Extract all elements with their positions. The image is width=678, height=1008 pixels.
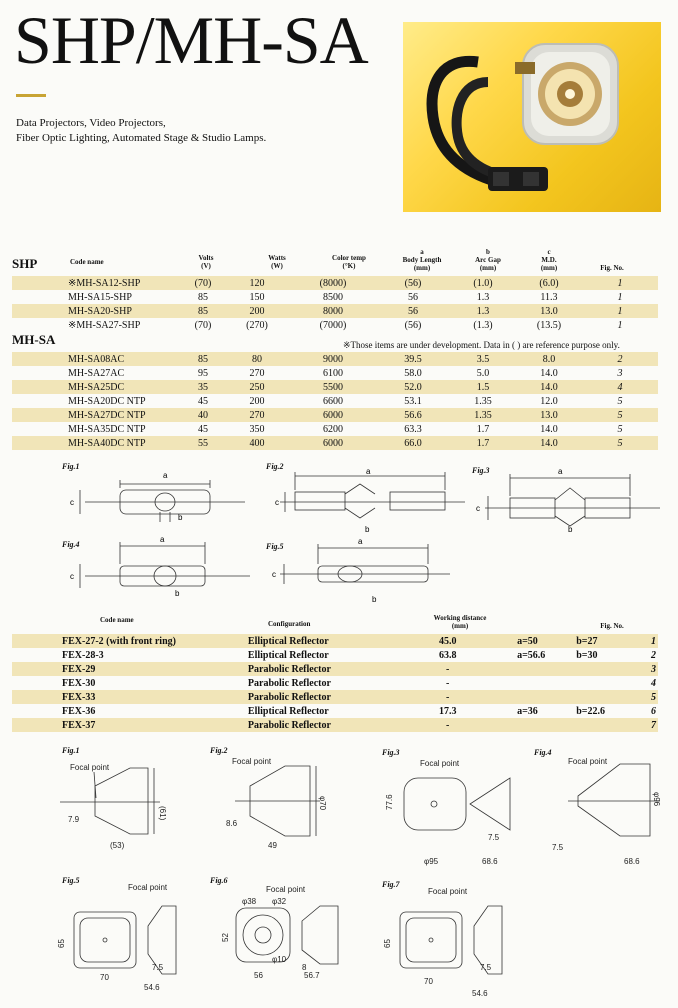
fig-no-cell: 1 [617, 305, 623, 317]
mhsa-row [12, 394, 658, 408]
param-a-cell: a=50 [517, 635, 538, 647]
fig1-dim-b: b [178, 513, 183, 522]
fig-no-cell: 1 [617, 291, 623, 303]
watts-cell: 270 [249, 367, 265, 379]
col-body-length [396, 248, 448, 272]
fig4-dim-b: b [175, 589, 180, 598]
refl-fig-5-label: Fig.5 [62, 876, 80, 885]
shp-row [12, 318, 658, 332]
code-name-cell: MH-SA35DC NTP [68, 423, 146, 435]
refl-fig-5-drawing [57, 883, 176, 992]
fig5-dim-70: 70 [100, 973, 109, 982]
fig7-focal-label: Focal point [428, 887, 468, 896]
col-volts-label: Volts [198, 254, 214, 262]
fig6-dim-52: 52 [221, 933, 230, 942]
fig-no-cell: 5 [617, 437, 623, 449]
spacer-cell [474, 648, 515, 662]
param-b-cell [574, 662, 649, 676]
fig-no-cell: 1 [617, 277, 623, 289]
fig-no-cell: 5 [651, 691, 656, 703]
md-cell: 13.0 [540, 409, 558, 421]
col-volts [194, 254, 218, 270]
watts-cell: 80 [252, 353, 262, 365]
lamp-fig-2-drawing [280, 472, 465, 518]
fig7-dim-7-5: 7.5 [480, 963, 492, 972]
refl-fig-1-drawing [60, 763, 167, 850]
param-b-cell: b=30 [576, 649, 598, 661]
lamp-fig-3-drawing [485, 474, 660, 526]
lamp-fig-3-label: Fig.3 [472, 466, 490, 475]
volts-cell: 45 [198, 423, 208, 435]
fig5-focal-label: Focal point [128, 883, 168, 892]
volts-cell: 95 [198, 367, 208, 379]
param-a-cell [515, 690, 574, 704]
spacer-cell [474, 676, 515, 690]
arc-gap-cell: 1.35 [474, 409, 492, 421]
fig5-dim-b: b [372, 595, 377, 604]
fig-no-cell: 5 [617, 423, 623, 435]
col-md [530, 248, 568, 272]
mhsa-row [12, 422, 658, 436]
body-length-cell: (56) [404, 277, 422, 289]
md-cell: 13.0 [540, 305, 558, 317]
fig1-dim-53: (53) [110, 841, 125, 850]
col-volts-unit: (V) [201, 262, 211, 270]
color-temp-cell: 6200 [323, 423, 343, 435]
working-distance-cell: 17.3 [438, 705, 457, 717]
lamp-fig-1-drawing [80, 480, 245, 522]
watts-cell: 250 [249, 381, 265, 393]
code-name-cell: MH-SA08AC [68, 353, 125, 365]
md-cell: 12.0 [540, 395, 558, 407]
color-temp-cell: 9000 [323, 353, 343, 365]
md-cell: (6.0) [539, 277, 559, 289]
param-b-cell [574, 718, 649, 732]
working-distance-cell: 45.0 [438, 635, 457, 647]
arc-gap-cell: 1.7 [476, 423, 490, 435]
reflector-code-cell: FEX-28-3 [62, 649, 104, 661]
volts-cell: 35 [198, 381, 208, 393]
code-name-cell: ※MH-SA27-SHP [68, 319, 141, 331]
reflector-code-cell: FEX-27-2 (with front ring) [62, 635, 176, 647]
fig7-dim-54-6: 54.6 [472, 989, 488, 998]
md-cell: 8.0 [542, 353, 556, 365]
mhsa-row [12, 408, 658, 422]
volts-cell: 55 [198, 437, 208, 449]
param-b-cell: b=22.6 [576, 705, 606, 717]
volts-cell: 85 [198, 353, 208, 365]
fig-no-cell: 5 [617, 409, 623, 421]
param-a-cell: a=56.6 [517, 649, 546, 661]
refl-col-config: Configuration [268, 620, 311, 628]
fig6-dim-phi38: φ38 [242, 897, 257, 906]
fig4-focal-label: Focal point [568, 757, 608, 766]
fig4-dim-c: c [70, 572, 74, 581]
color-temp-cell: 6000 [323, 409, 343, 421]
col-watts [262, 254, 292, 270]
col-arc-letter: b [486, 248, 490, 256]
fig-no-cell: 4 [651, 677, 656, 689]
intro-line-1: Data Projectors, Video Projectors, [16, 117, 166, 129]
working-distance-cell: - [446, 691, 450, 703]
color-temp-cell: 6000 [323, 437, 343, 449]
body-length-cell: 52.0 [404, 381, 422, 393]
lamp-fig-5-label: Fig.5 [266, 542, 284, 551]
fig5-dim-c: c [272, 570, 276, 579]
working-distance-cell: 63.8 [438, 649, 457, 661]
body-length-cell: 53.1 [404, 395, 422, 407]
fig1-dim-61: (61) [158, 806, 167, 821]
refl-fig-3-label: Fig.3 [382, 748, 400, 757]
reflector-row [12, 676, 658, 690]
reflector-code-cell: FEX-30 [62, 677, 96, 689]
reflector-row [12, 718, 658, 732]
reflector-row [12, 634, 658, 648]
fig5-dim-54-6: 54.6 [144, 983, 160, 992]
fig3-dim-68-6: 68.6 [482, 857, 498, 866]
color-temp-cell: 8500 [323, 291, 343, 303]
section-mhsa: MH-SA [12, 332, 56, 347]
shp-table [12, 276, 658, 332]
body-length-cell: 56 [408, 291, 418, 303]
lamp-fig-4-label: Fig.4 [62, 540, 80, 549]
color-temp-cell: 8000 [323, 305, 343, 317]
col-fig-no: Fig. No. [600, 264, 624, 272]
watts-cell: 150 [249, 291, 265, 303]
fig2-focal-label: Focal point [232, 757, 272, 766]
reflector-table-body [12, 634, 658, 732]
param-b-cell [574, 676, 649, 690]
fig1-dim-c: c [70, 498, 74, 507]
configuration-cell: Parabolic Reflector [247, 691, 331, 703]
col-code-name: Code name [70, 258, 104, 266]
fig-no-cell: 3 [617, 367, 623, 379]
body-length-cell: 66.0 [404, 437, 422, 449]
reflector-code-cell: FEX-36 [62, 705, 96, 717]
col-md-unit: (mm) [540, 264, 558, 272]
watts-cell: 400 [249, 437, 265, 449]
reflector-code-cell: FEX-37 [62, 719, 96, 731]
param-a-cell: a=36 [517, 705, 538, 717]
fig2-dim-b: b [365, 525, 370, 534]
lamp-fig-5-drawing [280, 544, 450, 584]
refl-col-wd [428, 614, 492, 630]
intro-line-2: Fiber Optic Lighting, Automated Stage & Studio Lamps. [16, 132, 267, 144]
shp-row [12, 276, 658, 290]
spacer-cell [474, 690, 515, 704]
fig5-dim-65: 65 [57, 939, 66, 948]
code-name-cell: ※MH-SA12-SHP [68, 277, 141, 289]
fig5-dim-a: a [358, 537, 363, 546]
color-temp-cell: 5500 [323, 381, 343, 393]
fig5-dim-7-5: 7.5 [152, 963, 164, 972]
fig3-dim-phi95: φ95 [424, 857, 439, 866]
arc-gap-cell: 1.3 [476, 305, 490, 317]
fig-no-cell: 4 [617, 381, 623, 393]
spacer-cell [474, 662, 515, 676]
watts-cell: 200 [249, 395, 265, 407]
arc-gap-cell: (1.3) [473, 319, 493, 331]
reflector-row [12, 690, 658, 704]
code-name-cell: MH-SA40DC NTP [68, 437, 146, 449]
shp-row [12, 304, 658, 318]
fig2-dim-c: c [275, 498, 279, 507]
volts-cell: (70) [194, 319, 212, 331]
param-b-cell [574, 690, 649, 704]
code-name-cell: MH-SA25DC [68, 381, 125, 393]
mhsa-row [12, 352, 658, 366]
fig-no-cell: 7 [651, 719, 656, 731]
volts-cell: 85 [198, 291, 208, 303]
refl-fig-1-label: Fig.1 [62, 746, 80, 755]
page-title: SHP/MH-SA [14, 2, 368, 78]
fig7-dim-65: 65 [383, 939, 392, 948]
fig3-dim-7-5: 7.5 [488, 833, 500, 842]
development-note: ※Those items are under development. Data in ( ) are reference purpose only. [343, 340, 620, 350]
arc-gap-cell: (1.0) [473, 277, 493, 289]
fig1-dim-a: a [163, 471, 168, 480]
reflector-row [12, 704, 658, 718]
title-underline [16, 94, 46, 97]
body-length-cell: 56.6 [404, 409, 422, 421]
lamp-fig-1-label: Fig.1 [62, 462, 80, 471]
col-body-unit: (mm) [413, 264, 431, 272]
fig4-dim-a: a [160, 535, 165, 544]
md-cell: 11.3 [540, 291, 558, 303]
code-name-cell: MH-SA20-SHP [68, 305, 132, 317]
md-cell: 14.0 [540, 437, 558, 449]
reflector-row [12, 648, 658, 662]
arc-gap-cell: 1.3 [476, 291, 490, 303]
code-name-cell: MH-SA27AC [68, 367, 125, 379]
param-a-cell [515, 718, 574, 732]
col-arc-gap [468, 248, 508, 272]
fig-no-cell: 3 [651, 663, 656, 675]
lamp-drawings [60, 462, 660, 610]
col-temp-unit: (°K) [342, 262, 356, 270]
configuration-cell: Parabolic Reflector [247, 663, 331, 675]
mhsa-row [12, 366, 658, 380]
fig6-dim-phi10: φ10 [272, 955, 287, 964]
fig3-focal-label: Focal point [420, 759, 460, 768]
body-length-cell: 39.5 [404, 353, 422, 365]
working-distance-cell: - [446, 663, 450, 675]
fig6-dim-8: 8 [302, 963, 307, 972]
fig-no-cell: 2 [617, 353, 623, 365]
lamp-fig-2-label: Fig.2 [266, 462, 284, 471]
param-b-cell: b=27 [576, 635, 598, 647]
watts-cell: 350 [249, 423, 265, 435]
fig-no-cell: 6 [651, 705, 656, 717]
md-cell: 14.0 [540, 367, 558, 379]
watts-cell: 270 [249, 409, 265, 421]
md-cell: (13.5) [536, 319, 562, 331]
volts-cell: 40 [198, 409, 208, 421]
code-name-cell: MH-SA15-SHP [68, 291, 132, 303]
fig2-dim-a: a [366, 467, 371, 476]
fig6-dim-56: 56 [254, 971, 263, 980]
lamp-fig-4-drawing [80, 542, 250, 588]
fig1-dim-7-9: 7.9 [68, 815, 80, 824]
working-distance-cell: - [446, 677, 450, 689]
fig-no-cell: 1 [651, 635, 656, 647]
fig6-focal-label: Focal point [266, 885, 306, 894]
arc-gap-cell: 1.5 [476, 381, 490, 393]
refl-fig-4-drawing [552, 757, 661, 866]
arc-gap-cell: 1.35 [474, 395, 492, 407]
fig3-dim-c: c [476, 504, 480, 513]
fig4-dim-68-6: 68.6 [624, 857, 640, 866]
section-shp: SHP [12, 256, 38, 271]
configuration-cell: Elliptical Reflector [247, 705, 329, 717]
color-temp-cell: 6100 [323, 367, 343, 379]
watts-cell: (270) [246, 319, 268, 331]
md-cell: 14.0 [540, 423, 558, 435]
working-distance-cell: - [446, 719, 450, 731]
color-temp-cell: (7000) [319, 319, 347, 331]
code-name-cell: MH-SA20DC NTP [68, 395, 146, 407]
fig-no-cell: 2 [651, 649, 656, 661]
fig4-dim-7-5: 7.5 [552, 843, 564, 852]
body-length-cell: 56 [408, 305, 418, 317]
col-md-label: M.D. [541, 256, 557, 264]
mhsa-table-body [12, 352, 658, 450]
fig2-dim-8-6: 8.6 [226, 819, 238, 828]
refl-fig-2-drawing [226, 757, 327, 850]
refl-fig-4-label: Fig.4 [534, 748, 552, 757]
volts-cell: (70) [194, 277, 212, 289]
reflector-row [12, 662, 658, 676]
param-a-cell [515, 662, 574, 676]
code-name-cell: MH-SA27DC NTP [68, 409, 146, 421]
arc-gap-cell: 5.0 [476, 367, 490, 379]
reflector-drawings [40, 756, 670, 1002]
fig7-dim-70: 70 [424, 977, 433, 986]
refl-fig-3-drawing [385, 759, 510, 866]
lamp-photo [403, 22, 661, 212]
configuration-cell: Elliptical Reflector [247, 635, 329, 647]
col-arc-unit: (mm) [479, 264, 497, 272]
body-length-cell: 63.3 [404, 423, 422, 435]
volts-cell: 45 [198, 395, 208, 407]
col-temp-label: Color temp [332, 254, 366, 262]
refl-fig-7-label: Fig.7 [382, 880, 400, 889]
refl-col-wd-unit: (mm) [451, 622, 469, 630]
reflector-code-cell: FEX-33 [62, 691, 96, 703]
fig2-dim-phi70: φ70 [318, 796, 327, 811]
mhsa-row [12, 380, 658, 394]
arc-gap-cell: 3.5 [476, 353, 490, 365]
refl-fig-6-label: Fig.6 [210, 876, 228, 885]
col-body-label: Body Length [402, 256, 442, 264]
md-cell: 14.0 [540, 381, 558, 393]
col-color-temp [322, 254, 376, 270]
intro-text [16, 116, 266, 146]
reflector-code-cell: FEX-29 [62, 663, 96, 675]
body-length-cell: 58.0 [404, 367, 422, 379]
volts-cell: 85 [198, 305, 208, 317]
watts-cell: 120 [249, 277, 265, 289]
col-watts-label: Watts [268, 254, 286, 262]
spacer-cell [474, 634, 515, 648]
refl-fig-6-drawing [221, 885, 338, 980]
col-md-letter: c [547, 248, 551, 256]
fig2-dim-49: 49 [268, 841, 277, 850]
spacer-cell [474, 704, 515, 718]
param-a-cell [515, 676, 574, 690]
fig6-dim-phi32: φ32 [272, 897, 287, 906]
col-body-letter: a [420, 248, 424, 256]
shp-row [12, 290, 658, 304]
refl-fig-2-label: Fig.2 [210, 746, 228, 755]
configuration-cell: Parabolic Reflector [247, 719, 331, 731]
fig3-dim-a: a [558, 467, 563, 476]
mhsa-row [12, 436, 658, 450]
reflector-table [12, 634, 658, 732]
refl-col-fig: Fig. No. [600, 622, 624, 630]
spacer-cell [474, 718, 515, 732]
fig4-dim-phi96: φ96 [652, 792, 661, 807]
fig-no-cell: 5 [617, 395, 623, 407]
configuration-cell: Parabolic Reflector [247, 677, 331, 689]
refl-col-wd-label: Working distance [433, 614, 487, 622]
fig1-focal-label: Focal point [70, 763, 110, 772]
color-temp-cell: 6600 [323, 395, 343, 407]
configuration-cell: Elliptical Reflector [247, 649, 329, 661]
color-temp-cell: (8000) [319, 277, 347, 289]
refl-col-code: Code name [100, 616, 134, 624]
col-arc-label: Arc Gap [475, 256, 501, 264]
watts-cell: 200 [249, 305, 265, 317]
arc-gap-cell: 1.7 [476, 437, 490, 449]
fig3-dim-b: b [568, 525, 573, 534]
shp-table-body [12, 276, 658, 332]
col-watts-unit: (W) [271, 262, 283, 270]
lamp-photo-illustration [403, 22, 661, 212]
body-length-cell: (56) [404, 319, 422, 331]
fig6-dim-56-7: 56.7 [304, 971, 320, 980]
refl-fig-7-drawing [383, 887, 502, 998]
fig3-dim-77-6: 77.6 [385, 794, 394, 810]
fig-no-cell: 1 [617, 319, 623, 331]
mhsa-table [12, 352, 658, 450]
